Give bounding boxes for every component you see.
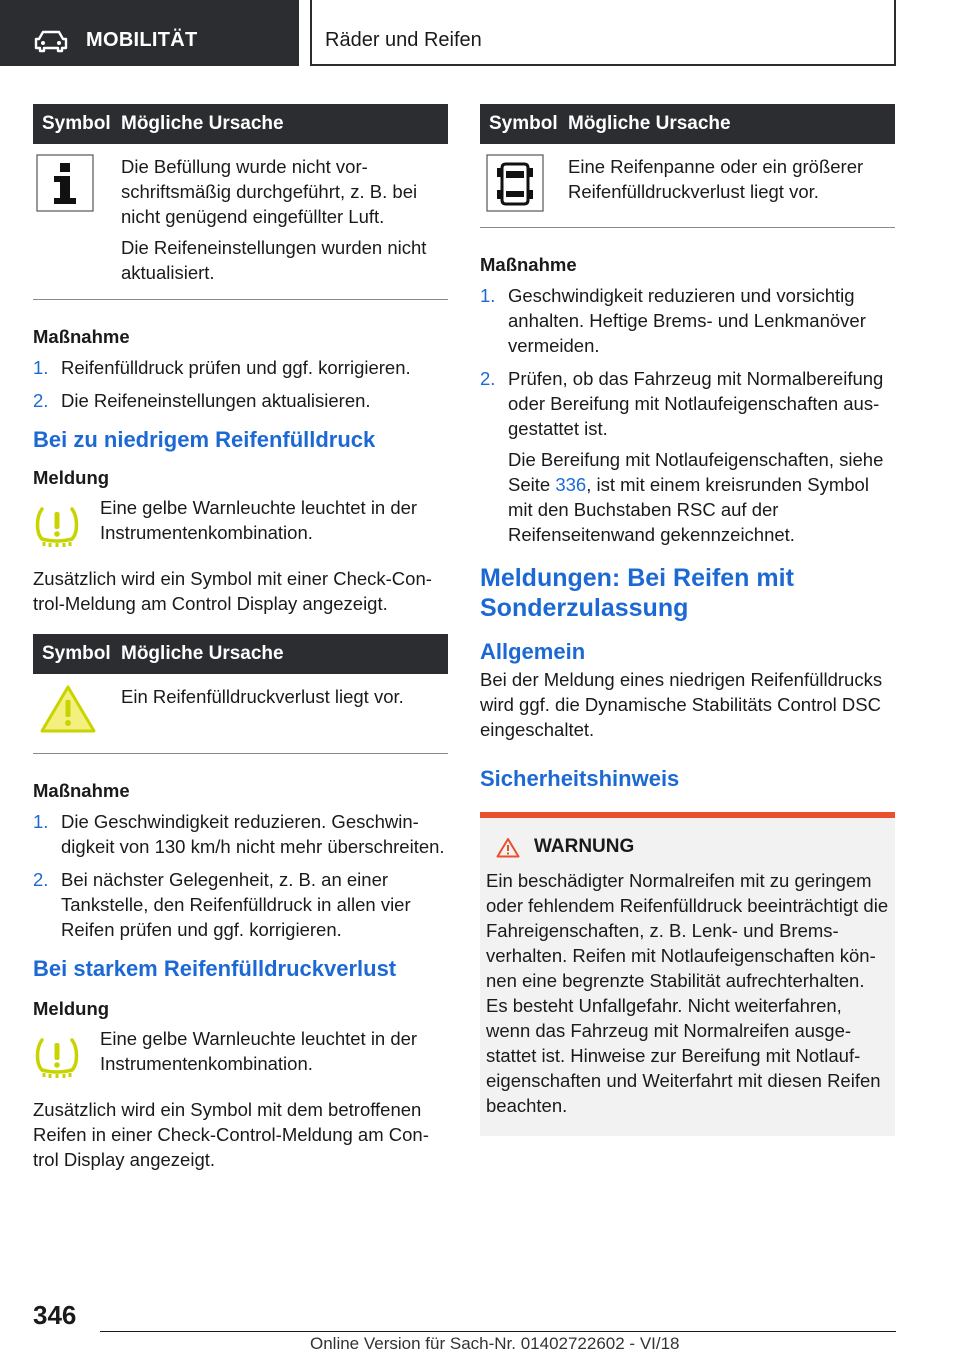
col-cause: Mögliche Ursache [121,113,284,134]
page-link[interactable]: 336 [555,474,587,495]
left-column [33,104,448,1172]
section-heading: Sicherheitshinweis [480,766,680,791]
action-label: Maßnahme [33,780,130,801]
page-number: 346 [33,1300,77,1330]
col-symbol: Symbol [42,113,111,134]
list-item [480,283,895,358]
section-tab [0,0,299,66]
warning-triangle-icon [496,837,520,858]
step-text: Die Reifeneinstellungen aktualisieren. [61,390,371,411]
warning-text: Ein beschädigter Normalreifen mit zu geringem oder fehlendem Reifenfülldruck beeinträchtigt die Fahreigenschaften, z. B. Lenk- und Bremsverhalten. Reifen mit Notlaufeigenschaften können eine begrenzte Stabilität aufrechterhalten. Es besteht Unfallgefahr. Nicht weiterfahren, wenn das Fahrzeug mit Normalreifen ausgestattet ist. Hinweise zur Bereifung mit Notlaufeigenschaften und Weiterfahrt mit diesen Reifen beachten. [486,870,889,1116]
cause-text: Die Befüllung wurde nicht vorschriftsmäßig durchgeführt, z. B. bei nicht genügend eingefüllter Luft. [121,156,418,227]
warning-header [486,836,889,858]
chapter-title: Räder und Reifen [325,29,482,51]
step-number: 1. [33,357,49,378]
step-text: Die Geschwindigkeit reduzieren. Geschwindigkeit von 130 km/h nicht mehr überschreiten. [61,811,445,857]
cause-table-2 [33,634,448,754]
step-text: Prüfen, ob das Fahrzeug mit Normalbereifung oder Bereifung mit Notlaufeigenschaften ausgestattet ist. [508,368,884,439]
step-note: Die Bereifung mit Notlaufeigenschaften, siehe Seite 336, ist mit einem kreisrunden Symbol mit den Buchstaben RSC auf der Reifenseitenwand gekennzeichnet. [508,449,884,545]
action-block-1 [33,326,448,413]
chapter-header [310,0,896,66]
chapter-heading: Meldungen: Bei Reifen mit Sonderzulassung [480,564,794,622]
tire-pressure-warning-icon [33,503,81,547]
message-label: Meldung [33,467,110,488]
extra-info: Zusätzlich wird ein Symbol mit dem betroffenen Reifen in einer Check-Control-Meldung am Control Display angezeigt. [33,1099,429,1170]
list-item [480,366,895,547]
message-label: Meldung [33,998,110,1019]
table-row [480,144,895,228]
step-text: Bei nächster Gelegenheit, z. B. an einer Tankstelle, den Reifenfülldruck in allen vier Reifen prüfen und ggf. korrigieren. [61,869,411,940]
message-text: Eine gelbe Warnleuchte leuchtet in der Instrumentenkombination. [100,1028,418,1074]
col-cause: Mögliche Ursache [568,113,731,134]
action-block-3 [480,254,895,547]
warning-box [480,812,895,1136]
warning-triangle-icon [39,684,97,734]
table-row [33,674,448,754]
car-tire-failure-icon [486,154,544,212]
message-row [33,1026,448,1083]
cause-table-1 [33,104,448,300]
cause-text: Eine Reifenpanne oder ein größerer Reifenfülldruckverlust liegt vor. [568,156,864,202]
warning-title: WARNUNG [534,836,635,857]
table-header [33,104,448,144]
step-text: Reifenfülldruck prüfen und ggf. korrigieren. [61,357,411,378]
action-label: Maßnahme [480,254,577,275]
section-name: MOBILITÄT [86,29,198,51]
list-item [33,867,448,942]
list-item [33,388,448,413]
cause-text: Die Reifeneinstellungen wurden nicht aktualisiert. [121,237,427,283]
footer-version: Online Version für Sach-Nr. 01402722602 - VI/18 [310,1334,680,1353]
message-row [33,495,448,552]
table-header [33,634,448,674]
col-symbol: Symbol [42,643,111,664]
action-block-2 [33,780,448,942]
tire-pressure-warning-icon [33,1034,81,1078]
section-heading: Bei zu niedrigem Reifenfülldruck [33,427,376,452]
section-heading: Bei starkem Reifenfülldruckverlust [33,956,397,981]
col-cause: Mögliche Ursache [121,643,284,664]
extra-info: Zusätzlich wird ein Symbol mit einer Check-Control-Meldung am Control Display angezeigt. [33,568,432,614]
col-symbol: Symbol [489,113,558,134]
info-icon [36,154,94,212]
action-label: Maßnahme [33,326,130,347]
table-row [33,144,448,300]
step-number: 2. [33,869,49,890]
message-text: Eine gelbe Warnleuchte leuchtet in der Instrumentenkombination. [100,497,418,543]
step-number: 2. [480,368,496,389]
right-column [480,104,895,1136]
cause-text: Ein Reifenfülldruckverlust liegt vor. [121,686,404,707]
general-text: Bei der Meldung eines niedrigen Reifenfülldrucks wird ggf. die Dynamische Stabilitäts Control DSC eingeschaltet. [480,669,883,740]
step-number: 1. [480,285,496,306]
step-text: Geschwindigkeit reduzieren und vorsichtig anhalten. Heftige Brems- und Lenkmanöver vermeiden. [508,285,866,356]
step-number: 2. [33,390,49,411]
section-heading: Allgemein [480,639,586,664]
cause-table-3 [480,104,895,228]
step-number: 1. [33,811,49,832]
list-item [33,355,448,380]
list-item [33,809,448,859]
table-header [480,104,895,144]
footer-divider [100,1331,896,1332]
car-front-icon [34,29,68,53]
